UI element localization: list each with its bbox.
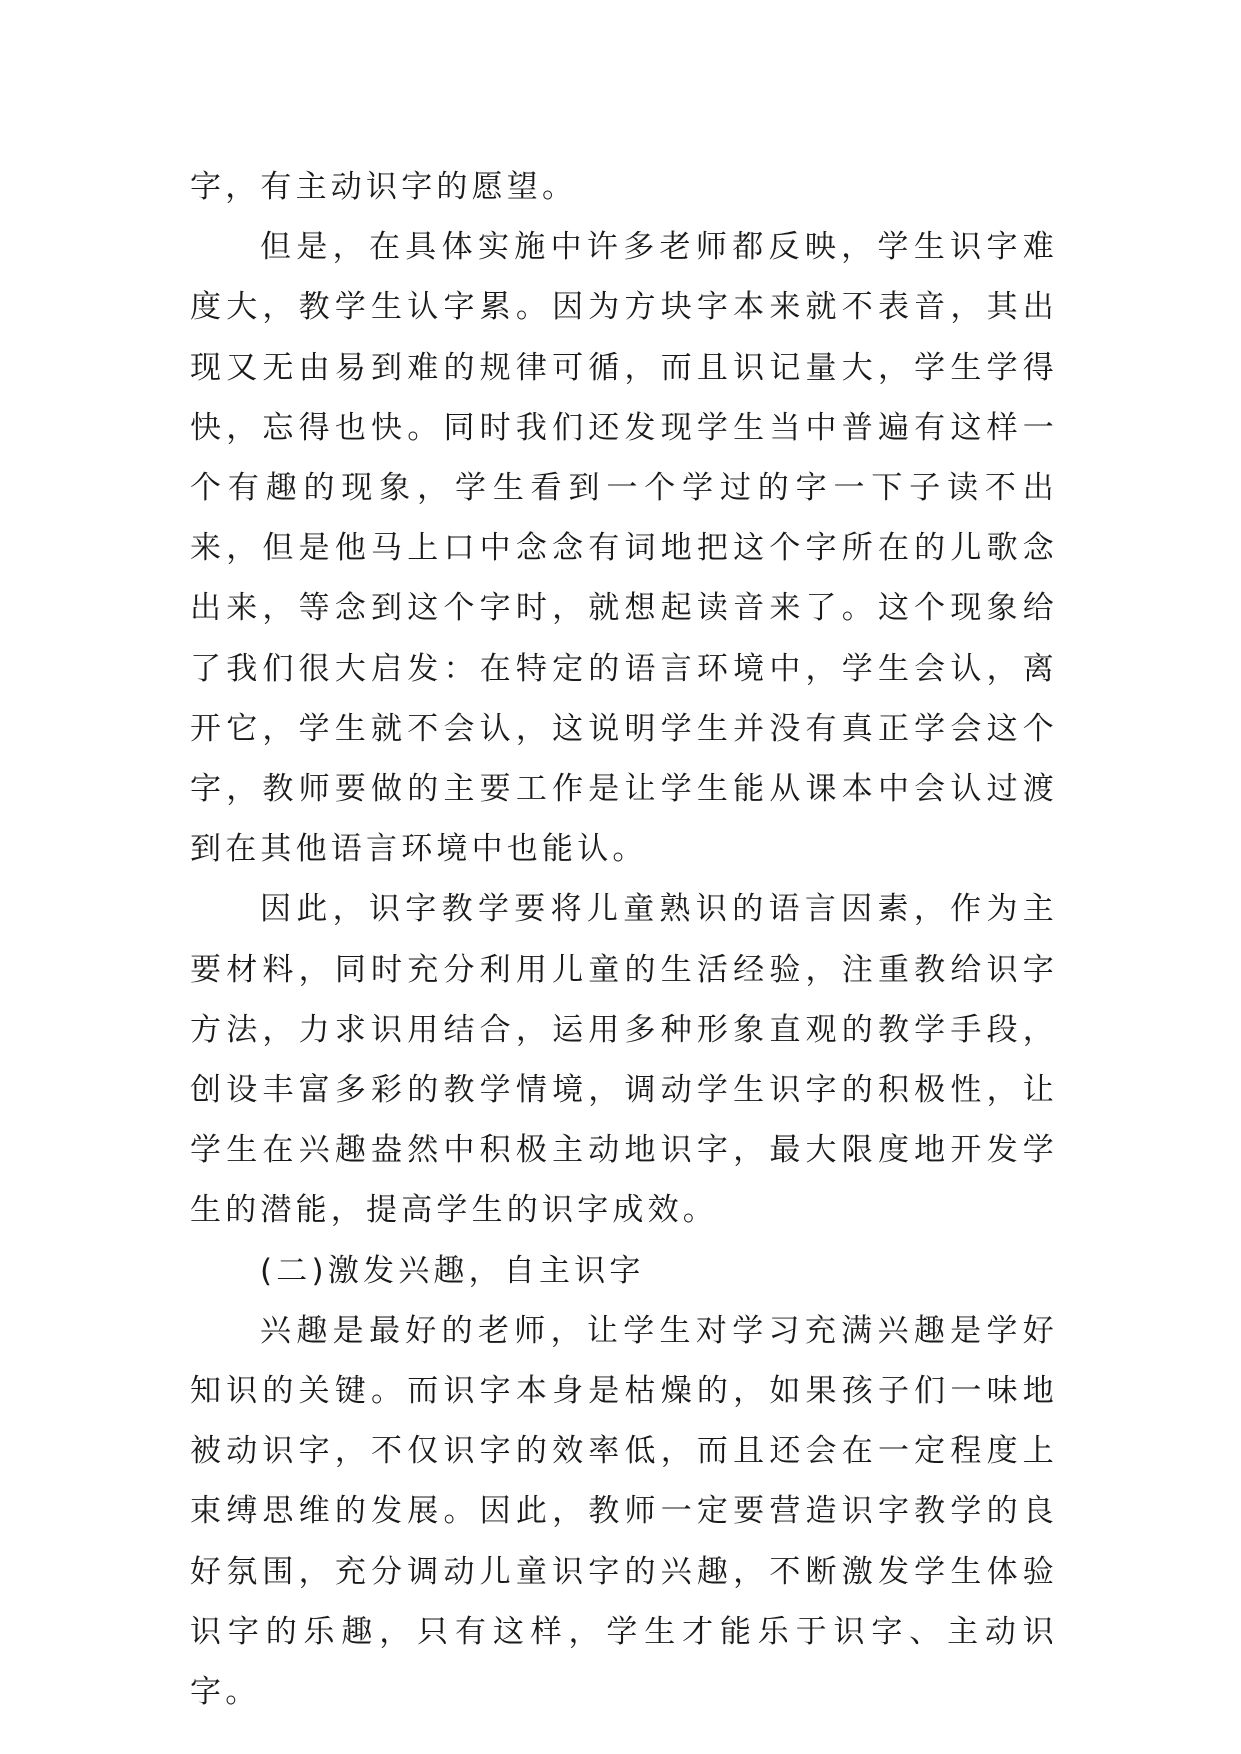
paragraph-therefore: 因此，识字教学要将儿童熟识的语言因素，作为主要材料，同时充分利用儿童的生活经验，注重教给识字方法，力求识用结合，运用多种形象直观的教学手段，创设丰富多彩的教学情境，调动学生识字的积极性，让学生在兴趣盎然中积极主动地识字，最大限度地开发学生的潜能，提高学生的识字成效。 [190, 891, 1058, 1229]
document-body [190, 157, 1058, 1722]
paragraph-interest: 兴趣是最好的老师，让学生对学习充满兴趣是学好知识的关键。而识字本身是枯燥的，如果孩子们一味地被动识字，不仅识字的效率低，而且还会在一定程度上束缚思维的发展。因此，教师一定要营造识字教学的良好氛围，充分调动儿童识字的兴趣，不断激发学生体验识字的乐趣，只有这样，学生才能乐于识字、主动识字。 [190, 1312, 1058, 1711]
paragraph-continuation: 字，有主动识字的愿望。 [190, 169, 578, 205]
section-heading: (二)激发兴趣，自主识字 [260, 1252, 645, 1289]
paragraph-difficulty: 但是，在具体实施中许多老师都反映，学生识字难度大，教学生认字累。因为方块字本来就不表音，其出现又无由易到难的规律可循，而且识记量大，学生学得快，忘得也快。同时我们还发现学生当中普遍有这样一个有趣的现象，学生看到一个学过的字一下子读不出来，但是他马上口中念念有词地把这个字所在的儿歌念出来，等念到这个字时，就想起读音来了。这个现象给了我们很大启发：在特定的语言环境中，学生会认，离开它，学生就不会认，这说明学生并没有真正学会这个字，教师要做的主要工作是让学生能从课本中会认过渡到在其他语言环境中也能认。 [190, 229, 1058, 868]
